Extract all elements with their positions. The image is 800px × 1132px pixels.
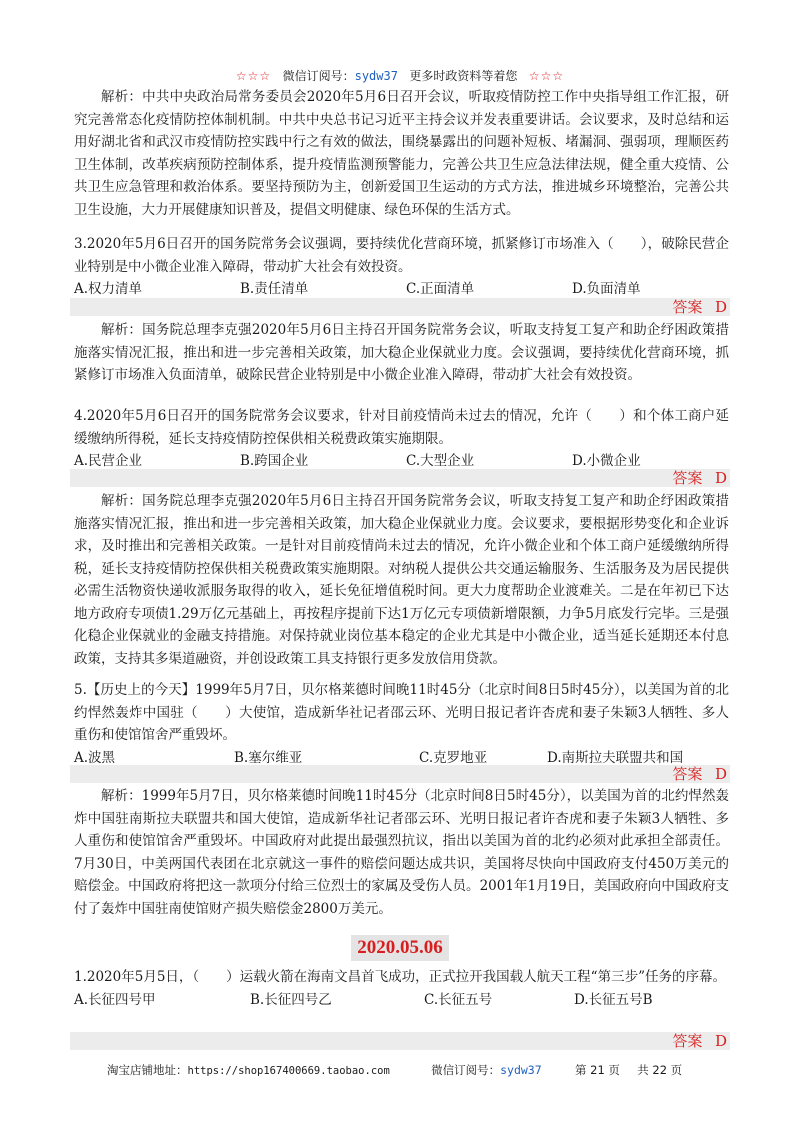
option-c[interactable]: C.长征五号 [424,991,493,1008]
explanation-text: 解析：国务院总理李克强2020年5月6日主持召开国务院常务会议，听取支持复工复产和助企纾困政策措施落实情况汇报，推出和进一步完善相关政策，加大稳企业保就业力度。会议强调，要持续优化营商环境，抓紧修订市场准入负面清单，破除民营企业特别是中小微企业准入障碍，带动扩大社会有效投资。 [74,322,729,383]
answer-value: D [714,1032,727,1050]
answer-value: D [714,469,727,487]
wechat-account[interactable]: sydw37 [500,1063,542,1077]
header-account[interactable]: sydw37 [354,69,398,83]
date-title [0,935,800,961]
option-a[interactable]: A.民营企业 [74,453,143,469]
answer-value: D [714,765,727,783]
page-total: 共 22 页 [637,1063,683,1077]
option-d[interactable]: D.长征五号B [574,991,653,1008]
option-a[interactable]: A.波黑 [74,749,116,766]
answer-label: 答案 [672,1032,703,1050]
question-stem: 4.2020年5月6日召开的国务院常务会议要求，针对目前疫情尚未过去的情况，允许（ ）和个体工商户延缓缴纳所得税，延长支持疫情防控保供相关税费政策实施期限。 [74,408,729,447]
option-c[interactable]: C.克罗地亚 [419,749,488,766]
header-slogan: 更多时政资料等着您 [409,69,518,83]
explanation-text: 解析：1999年5月7日，贝尔格莱德时间晚11时45分（北京时间8日5时45分），以美国为首的北约悍然轰炸中国驻南斯拉夫联盟共和国大使馆，造成新华社记者邵云环、光明日报记者许杏虎和妻子朱颖3人牺牲、多人重伤和使馆馆舍严重毁坏。中国政府对此提出最强烈抗议，指出以美国为首的北约必须对此承担全部责任。7月30日，中美两国代表团在北京就这一事件的赔偿问题达成共识，美国将尽快向中国政府支付450万美元的赔偿金。中国政府将把这一款项分付给三位烈士的家属及受伤人员。2001年1月19日，美国政府向中国政府支付了轰炸中国驻南使馆财产损失赔偿金2800万美元。 [74,788,729,917]
explanation-text: 解析：国务院总理李克强2020年5月6日主持召开国务院常务会议，听取支持复工复产和助企纾困政策措施落实情况汇报，推出和进一步完善相关政策，加大稳企业保就业力度。会议要求，要根据形势变化和企业诉求，及时推出和完善相关政策。一是针对目前疫情尚未过去的情况，允许小微企业和个体工商户延缓缴纳所得税，延长支持疫情防控保供相关税费政策实施期限。对纳税人提供公共交通运输服务、生活服务及为居民提供必需生活物资快递收派服务取得的收入，延长免征增值税时间。更大力度帮助企业渡难关。二是在年初已下达地方政府专项债1.29万亿元基础上，再按程序提前下达1万亿元专项债新增限额，力争5月底发行完毕。三是强化稳企业保就业的金融支持措施。对保持就业岗位基本稳定的企业尤其是中小微企业，适当延长延期还本付息政策，支持其多渠道融资，并创设政策工具支持银行更多发放信用贷款。 [74,493,729,667]
answer-bar-q4 [70,469,730,487]
option-c[interactable]: C.大型企业 [406,453,475,469]
page-header [0,67,800,84]
answer-value: D [714,298,727,316]
header-text: 微信订阅号： [282,69,355,83]
page-number: 第 21 页 [574,1063,620,1077]
option-b[interactable]: B.责任清单 [240,281,309,297]
stars-right: ☆☆☆ [528,69,565,83]
page-footer [107,1062,707,1078]
shop-label: 淘宝店铺地址： [107,1063,188,1077]
answer-bar-next [70,1032,730,1050]
option-b[interactable]: B.跨国企业 [240,453,309,469]
question-4 [74,405,729,473]
shop-url[interactable]: https://shop167400669.taobao.com [187,1065,390,1077]
question-stem: 1.2020年5月5日，（ ）运载火箭在海南文昌首飞成功，正式拉开我国载人航天工程“第三步”任务的序幕。 [74,969,726,985]
explanation-text: 解析：中共中央政治局常务委员会2020年5月6日召开会议，听取疫情防控工作中央指导组工作汇报，研究完善常态化疫情防控体制机制。中共中央总书记习近平主持会议并发表重要讲话。会议要求，及时总结和运用好湖北省和武汉市疫情防控实践中行之有效的做法，围绕暴露出的问题补短板、堵漏洞、强弱项，理顺医药卫生体制，改革疾病预防控制体系，提升疫情监测预警能力，完善公共卫生应急法律法规，健全重大疫情、公共卫生应急管理和救治体系。要坚持预防为主，创新爱国卫生运动的方式方法，推进城乡环境整治，完善公共卫生设施，大力开展健康知识普及，提倡文明健康、绿色环保的生活方式。 [74,89,729,218]
question-stem: 5.【历史上的今天】1999年5月7日，贝尔格莱德时间晚11时45分（北京时间8日5时45分），以美国为首的北约悍然轰炸中国驻（ ）大使馆，造成新华社记者邵云环、光明日报记者许杏虎和妻子朱颖3人牺牲、多人重伤和使馆馆舍严重毁坏。 [74,682,729,743]
option-d[interactable]: D.小微企业 [572,453,641,469]
date-title-text: 2020.05.06 [351,935,449,961]
option-c[interactable]: C.正面清单 [406,281,475,297]
answer-label: 答案 [672,298,703,316]
option-b[interactable]: B.长征四号乙 [250,991,332,1008]
option-a[interactable]: A.权力清单 [74,281,143,297]
explanation-q5 [74,785,729,920]
answer-bar-q5 [70,765,730,783]
explanation-q3 [74,319,729,387]
question-3 [74,233,729,301]
question-next [74,966,729,1011]
options [74,989,729,1012]
question-5 [74,679,729,769]
stars-left: ☆☆☆ [235,69,272,83]
option-b[interactable]: B.塞尔维亚 [234,749,303,766]
answer-label: 答案 [672,469,703,487]
question-stem: 3.2020年5月6日召开的国务院常务会议强调，要持续优化营商环境，抓紧修订市场准入（ ），破除民营企业特别是中小微企业准入障碍，带动扩大社会有效投资。 [74,236,729,275]
option-a[interactable]: A.长征四号甲 [74,991,156,1008]
wechat-label: 微信订阅号： [431,1063,501,1077]
option-d[interactable]: D.南斯拉夫联盟共和国 [547,749,684,766]
explanation-q2 [74,86,729,221]
answer-bar-q3 [70,298,730,316]
answer-label: 答案 [672,765,703,783]
explanation-q4 [74,490,729,670]
option-d[interactable]: D.负面清单 [572,281,641,297]
